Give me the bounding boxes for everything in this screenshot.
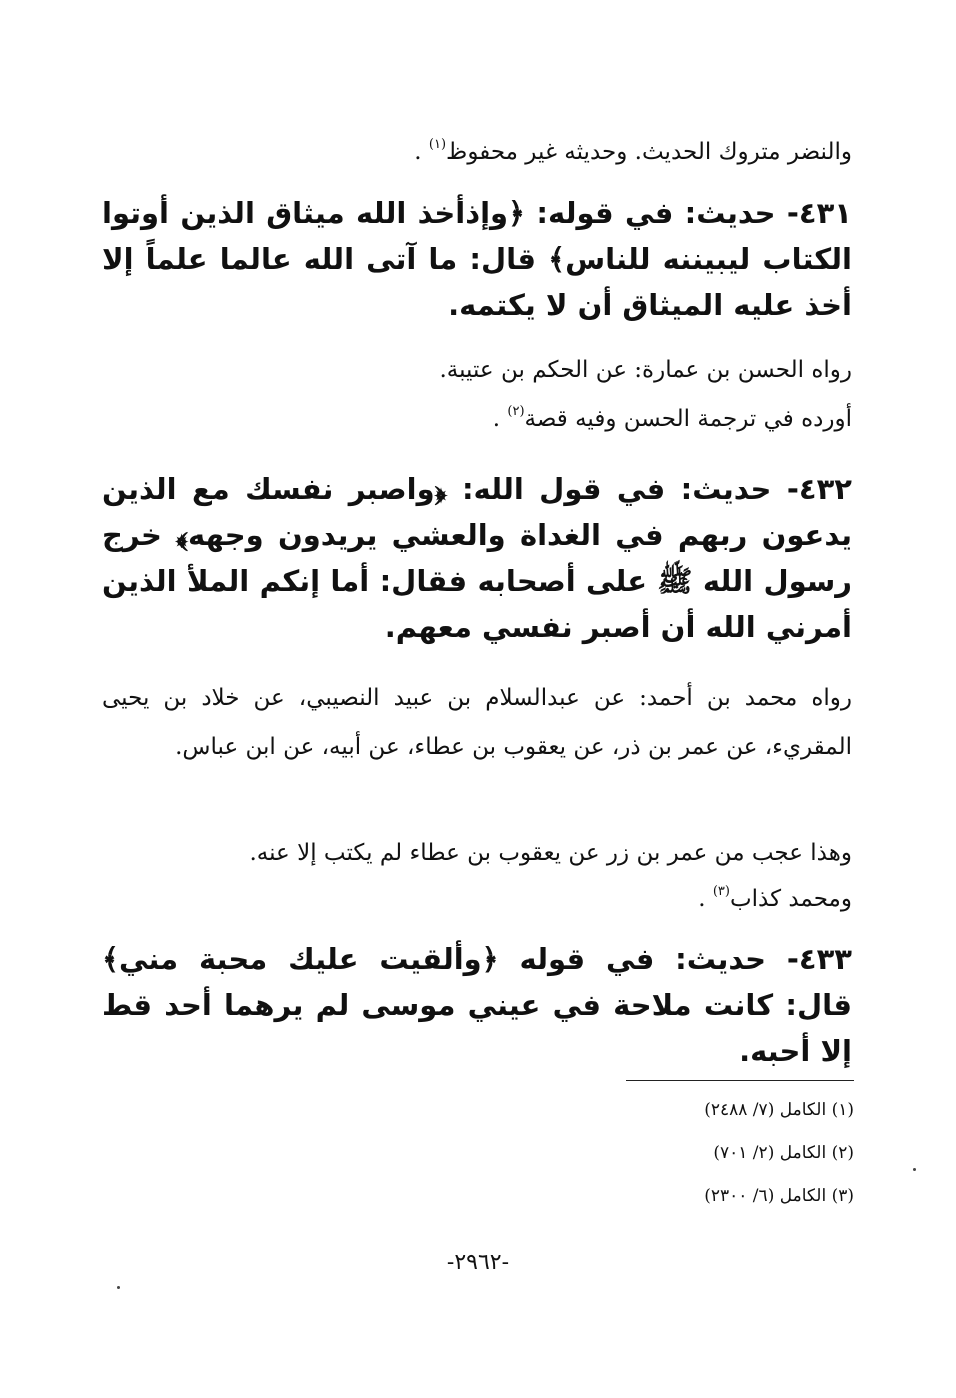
footnote-separator bbox=[626, 1080, 854, 1081]
page-number: -٢٩٦٢- bbox=[446, 1250, 510, 1275]
narration-line bbox=[102, 395, 852, 444]
scan-speck bbox=[117, 1286, 120, 1289]
comment-text: ومحمد كذاب bbox=[729, 886, 852, 912]
intro-text: والنضر متروك الحديث. وحديثه غير محفوظ bbox=[446, 139, 852, 165]
footnote-marker-3: (٣) bbox=[712, 884, 730, 899]
hadith-number: ٤٣١- bbox=[786, 196, 852, 230]
narration-432-comment bbox=[102, 830, 852, 922]
narration-text: أورده في ترجمة الحسن وفيه قصة bbox=[524, 406, 852, 432]
narration-431 bbox=[102, 346, 852, 444]
comment-line: وهذا عجب من عمر بن زر عن يعقوب بن عطاء لم يكتب إلا عنه. bbox=[249, 840, 852, 866]
footnote-2: (٢) الكامل (٢/ ٧٠١) bbox=[713, 1143, 854, 1163]
scan-speck bbox=[913, 1168, 916, 1171]
comment-line bbox=[102, 876, 852, 922]
footnote-3: (٣) الكامل (٦/ ٢٣٠٠) bbox=[704, 1186, 854, 1206]
hadith-text: حديث: في قول الله: ﴿واصبر نفسك مع الذين يدعون ربهم في الغداة والعشي يريدون وجهه﴾ خرج رسول الله ﷺ على أصحابه فقال: أما إنكم الملأ الذين أمرني الله أن أصبر نفسي معهم. bbox=[102, 472, 852, 644]
hadith-text: حديث: في قوله: ﴿وإذأخذ الله ميثاق الذين أوتوا الكتاب ليبيننه للناس﴾ قال: ما آتى الله عالما علماً إلا أخذ عليه الميثاق أن لا يكتمه. bbox=[102, 196, 852, 322]
hadith-433 bbox=[102, 936, 852, 1074]
intro-paragraph bbox=[102, 128, 852, 177]
comment-end: . bbox=[698, 886, 706, 912]
narration-line: رواه الحسن بن عمارة: عن الحكم بن عتيبة. bbox=[439, 357, 852, 383]
hadith-number: ٤٣٢- bbox=[786, 472, 852, 506]
narration-432 bbox=[102, 674, 852, 772]
narration-end: . bbox=[492, 406, 501, 432]
hadith-432 bbox=[102, 466, 852, 650]
footnote-marker-1: (١) bbox=[428, 137, 447, 152]
hadith-number: ٤٣٣- bbox=[786, 942, 852, 976]
intro-end: . bbox=[414, 139, 422, 165]
hadith-431 bbox=[102, 190, 852, 328]
hadith-text: حديث: في قوله ﴿وألقيت عليك محبة مني﴾ قال: كانت ملاحة في عيني موسى لم يرهما أحد قط إلا أحبه. bbox=[102, 942, 852, 1068]
narration-paragraph: رواه محمد بن أحمد: عن عبدالسلام بن عبيد النصيبي، عن خلاد بن يحيى المقريء، عن عمر بن ذر، عن يعقوب بن عطاء، عن أبيه، عن ابن عباس. bbox=[102, 685, 852, 760]
footnote-marker-2: (٢) bbox=[507, 404, 525, 419]
footnote-1: (١) الكامل (٧/ ٢٤٨٨) bbox=[704, 1100, 854, 1120]
